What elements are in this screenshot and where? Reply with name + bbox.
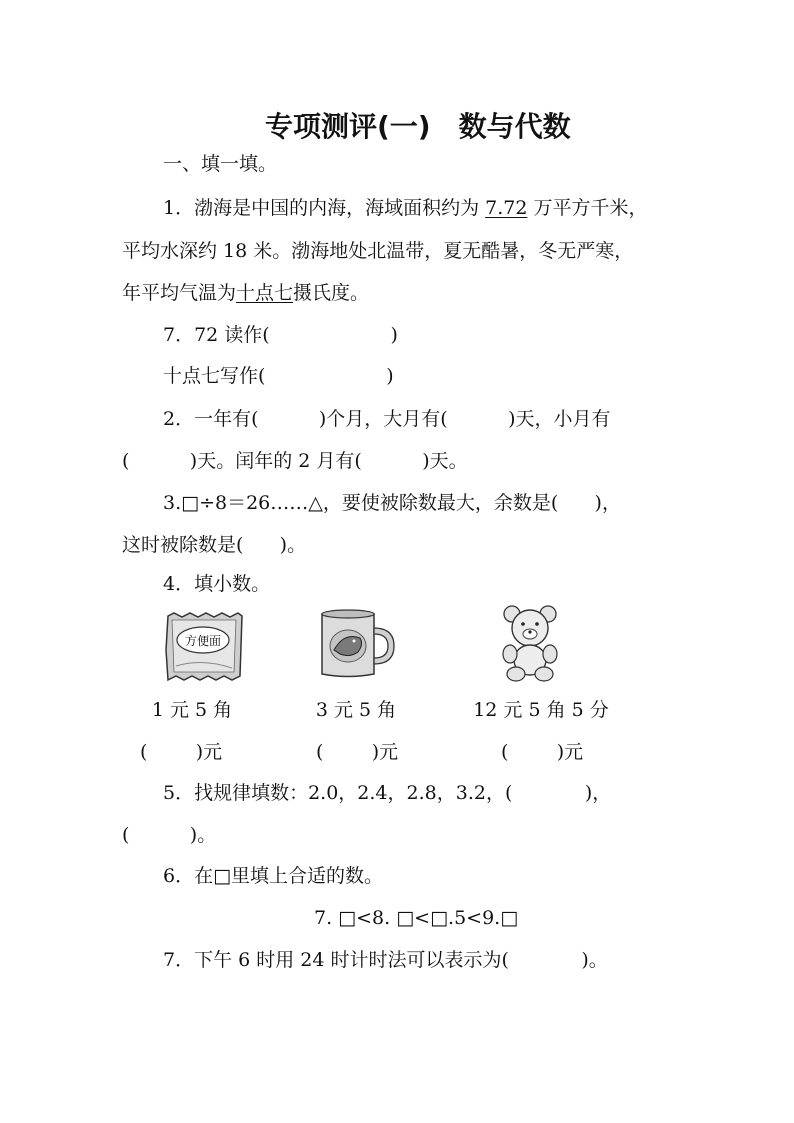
q5-line2: ( )。	[122, 824, 217, 846]
q2-line1: 2．一年有( )个月，大月有( )天，小月有	[163, 408, 611, 430]
item3-price: 12 元 5 角 5 分	[473, 699, 609, 721]
item2-answer: ( )元	[316, 741, 399, 763]
q4-label: 4．填小数。	[163, 573, 271, 595]
q1-write-line: 十点七写作( )	[163, 365, 394, 387]
q3-line1: 3.□÷8＝26……△，要使被除数最大，余数是( )，	[163, 492, 621, 514]
q5-line1: 5．找规律填数：2.0，2.4，2.8，3.2，( )，	[163, 782, 612, 804]
section-heading: 一、填一填。	[163, 153, 278, 175]
item1-price: 1 元 5 角	[151, 699, 233, 721]
q1-area-value: 7.72	[485, 197, 528, 219]
q6-label: 6．在□里填上合适的数。	[163, 865, 384, 887]
item1-answer: ( )元	[140, 741, 223, 763]
item2-price: 3 元 5 角	[315, 699, 397, 721]
item3-answer: ( )元	[501, 741, 584, 763]
q1-read-line: 7．72 读作( )	[163, 324, 398, 346]
q7-line: 7．下午 6 时用 24 时计时法可以表示为( )。	[163, 949, 608, 971]
q1-line3: 年平均气温为十点七摄氏度。	[122, 282, 370, 304]
q3-line2: 这时被除数是( )。	[122, 534, 307, 556]
noodle-bag-image	[162, 610, 246, 689]
q2-line2: ( )天。闰年的 2 月有( )天。	[122, 450, 468, 472]
q6-expression: 7. □<8. □<□.5<9.□	[314, 907, 519, 929]
mug-image	[318, 608, 398, 685]
q1-line2: 平均水深约 18 米。渤海地处北温带，夏无酷暑，冬无严寒，	[122, 240, 634, 262]
q1-temperature-text: 十点七	[236, 282, 294, 304]
q1-line1: 1．渤海是中国的内海，海域面积约为 7.72 万平方千米，	[163, 197, 648, 219]
page-title: 专项测评(一) 数与代数	[265, 110, 571, 143]
teddy-bear-image	[498, 604, 562, 689]
noodle-bag-label: 方便面	[184, 634, 222, 648]
